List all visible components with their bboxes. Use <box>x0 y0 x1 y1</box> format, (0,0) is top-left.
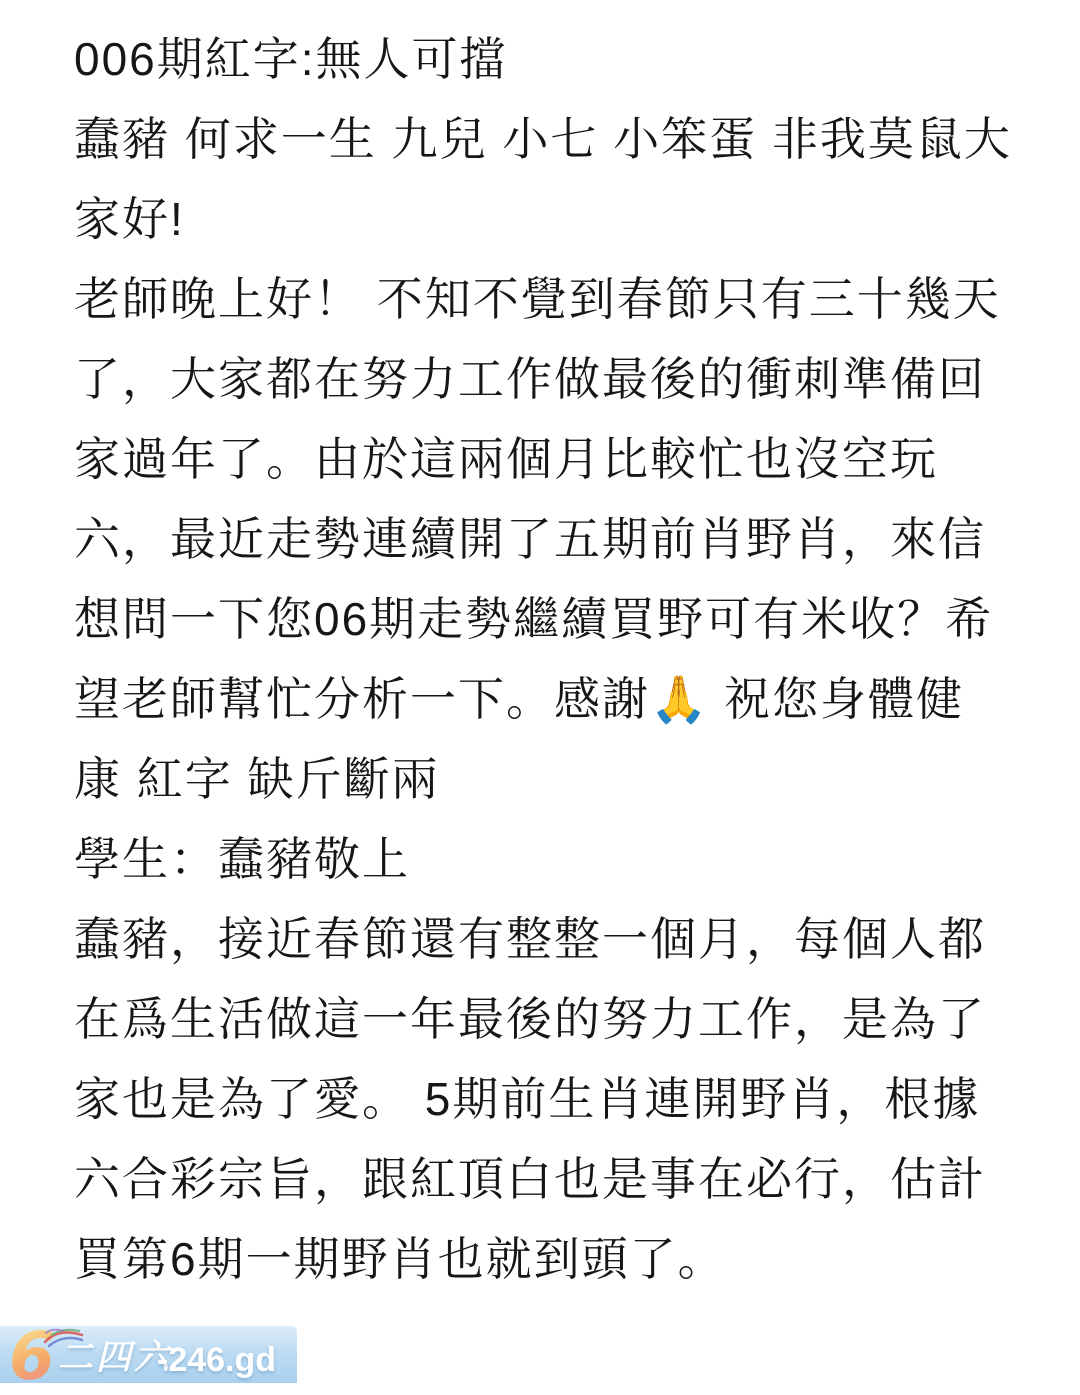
text-line: 了，大家都在努力工作做最後的衝刺準備回 <box>74 353 986 405</box>
brand-name-chinese: 二四六 <box>58 1338 173 1377</box>
text-line: 六合彩宗旨，跟紅頂白也是事在必行，估計 <box>74 1153 986 1205</box>
text-line: 家也是為了愛。 5期前生肖連開野肖，根據 <box>74 1073 981 1125</box>
text-line: 006期紅字:無人可擋 <box>74 33 508 85</box>
brand-domain: -246.gd <box>157 1341 277 1379</box>
text-line: 康 紅字 缺斤斷兩 <box>74 753 440 805</box>
text-line: 家過年了。由於這兩個月比較忙也沒空玩 <box>74 433 938 485</box>
text-line: 老師晚上好！ 不知不覺到春節只有三十幾天 <box>74 273 1001 325</box>
text-line: 六，最近走勢連續開了五期前肖野肖，來信 <box>74 513 986 565</box>
text-line: 買第6期一期野肖也就到頭了。 <box>74 1233 726 1285</box>
text-line: 望老師幫忙分析一下。感謝🙏 祝您身體健 <box>74 673 965 725</box>
246gd-watermark <box>0 1318 297 1395</box>
text-line: 家好! <box>74 193 185 245</box>
text-line: 蠢豬 何求一生 九兒 小七 小笨蛋 非我莫鼠大 <box>74 113 1012 165</box>
text-line: 想問一下您06期走勢繼續買野可有米收？希 <box>74 593 994 645</box>
text-line: 在爲生活做這一年最後的努力工作，是為了 <box>74 993 986 1045</box>
text-line: 蠢豬，接近春節還有整整一個月，每個人都 <box>74 913 986 965</box>
post-text <box>74 19 1066 1299</box>
246-logo-six: 6 <box>9 1318 55 1395</box>
text-line: 學生：蠢豬敬上 <box>74 833 410 885</box>
